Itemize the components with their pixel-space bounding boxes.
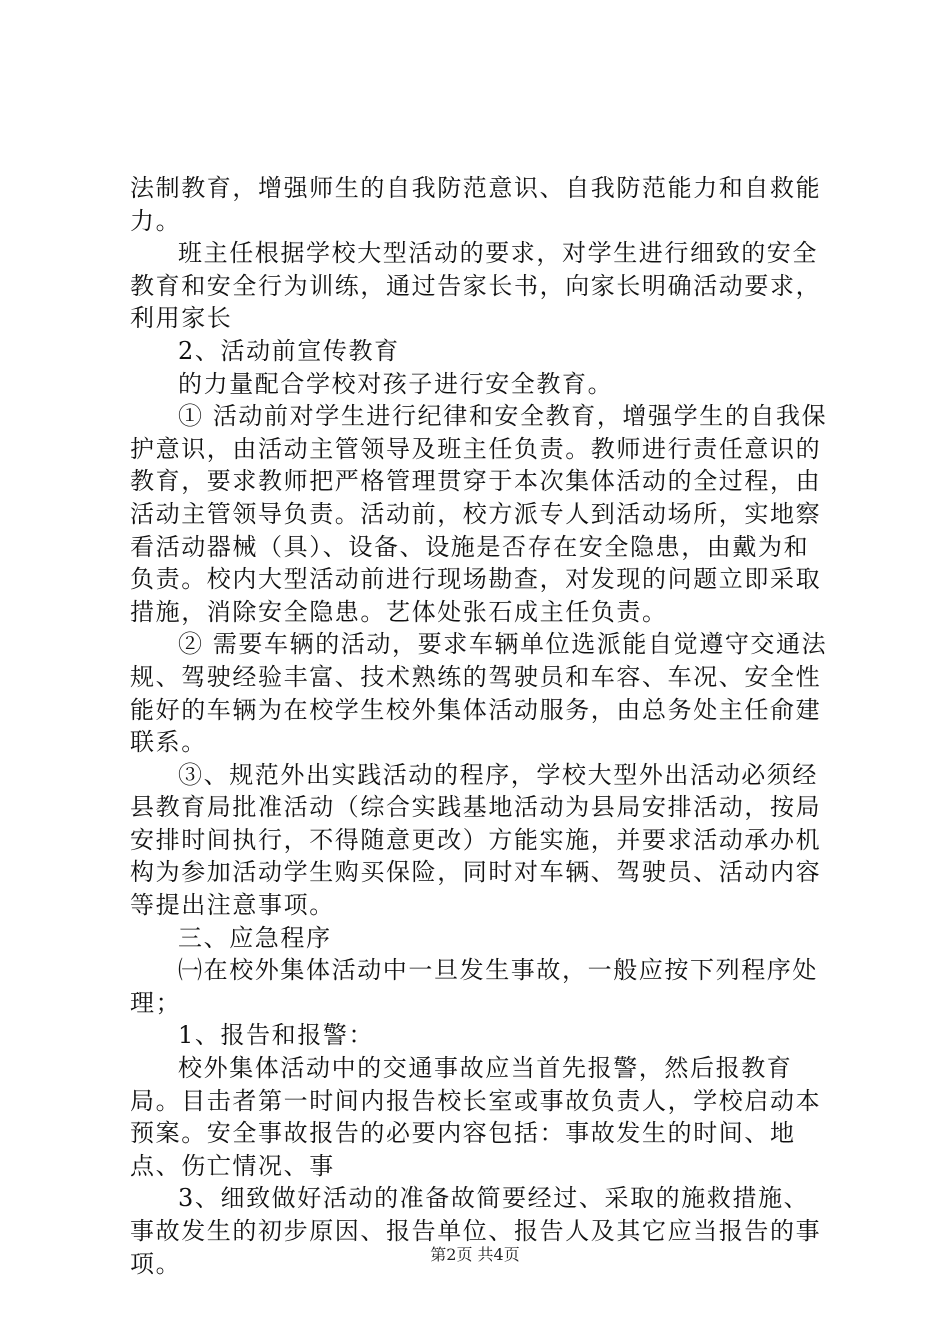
- paragraph: 班主任根据学校大型活动的要求，对学生进行细致的安全教育和安全行为训练，通过告家长书，向家长明确活动要求，利用家长: [130, 239, 822, 333]
- paragraph: 法制教育，增强师生的自我防范意识、自我防范能力和自救能力。: [130, 174, 822, 235]
- body-text: [130, 172, 830, 1280]
- paragraph: ③、规范外出实践活动的程序，学校大型外出活动必须经县教育局批准活动（综合实践基地活动为县局安排活动，按局安排时间执行，不得随意更改）方能实施，并要求活动承办机构为参加活动学生购买保险，同时对车辆、驾驶员、活动内容等提出注意事项。: [130, 760, 822, 920]
- section-heading: 三、应急程序: [178, 923, 332, 952]
- paragraph: ① 活动前对学生进行纪律和安全教育，增强学生的自我保护意识，由活动主管领导及班主任负责。教师进行责任意识的教育，要求教师把严格管理贯穿于本次集体活动的全过程，由活动主管领导负责。活动前，校方派专人到活动场所，实地察看活动器械（具）、设备、设施是否存在安全隐患，由戴为和负责。校内大型活动前进行现场勘查，对发现的问题立即采取措施，消除安全隐患。艺体处张石成主任负责。: [130, 402, 828, 626]
- paragraph: ② 需要车辆的活动，要求车辆单位选派能自觉遵守交通法规、驾驶经验丰富、技术熟练的驾驶员和车容、车况、安全性能好的车辆为在校学生校外集体活动服务，由总务处主任俞建联系。: [130, 630, 828, 757]
- paragraph: 的力量配合学校对孩子进行安全教育。: [178, 369, 614, 398]
- page-number-footer: 第2页 共4页: [430, 1245, 520, 1264]
- paragraph: ㈠在校外集体活动中一旦发生事故，一般应按下列程序处理；: [130, 956, 818, 1017]
- paragraph: 校外集体活动中的交通事故应当首先报警，然后报教育局。目击者第一时间内报告校长室或事故负责人，学校启动本预案。安全事故报告的必要内容包括：事故发生的时间、地点、伤亡情况、事: [130, 1054, 822, 1180]
- section-heading: 2、活动前宣传教育: [178, 336, 400, 365]
- paragraph: 3、细致做好活动的准备故简要经过、采取的施救措施、事故发生的初步原因、报告单位、报告人及其它应当报告的事项。: [130, 1184, 822, 1278]
- section-heading: 1、报告和报警：: [178, 1021, 375, 1050]
